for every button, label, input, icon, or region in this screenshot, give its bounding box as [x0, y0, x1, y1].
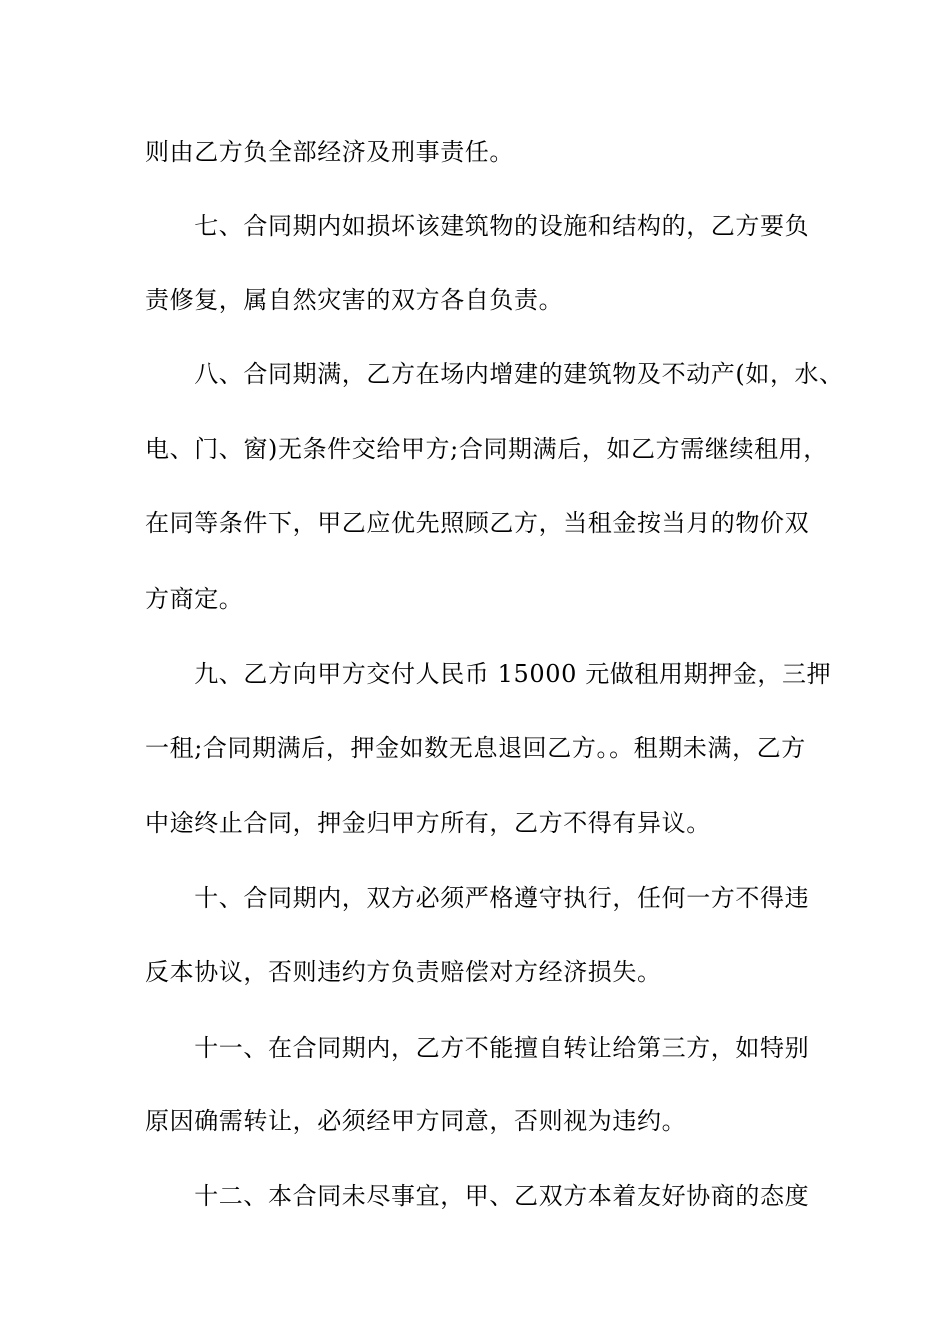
- text-line: 方商定。: [145, 585, 244, 613]
- text-line: 十二、本合同未尽事宜，甲、乙双方本着友好协商的态度: [145, 1182, 810, 1210]
- text-line: 责修复，属自然灾害的双方各自负责。: [145, 286, 564, 314]
- text-line: 七、合同期内如损坏该建筑物的设施和结构的，乙方要负: [145, 212, 810, 240]
- text-line: 则由乙方负全部经济及刑事责任。: [145, 138, 514, 166]
- text-line: 原因确需转让，必须经甲方同意，否则视为违约。: [145, 1107, 687, 1135]
- text-line: 十、合同期内，双方必须严格遵守执行，任何一方不得违: [145, 884, 810, 912]
- text-line: 反本协议，否则违约方负责赔偿对方经济损失。: [145, 958, 662, 986]
- text-line: 电、门、窗)无条件交给甲方;合同期满后，如乙方需继续租用，: [145, 435, 828, 463]
- text-line: 中途终止合同，押金归甲方所有，乙方不得有异议。: [145, 809, 711, 837]
- text-line: 十一、在合同期内，乙方不能擅自转让给第三方，如特别: [145, 1034, 810, 1062]
- text-line: 八、合同期满，乙方在场内增建的建筑物及不动产(如，水、: [145, 360, 844, 388]
- text-line: 九、乙方向甲方交付人民币 15000 元做租用期押金，三押: [145, 660, 832, 688]
- text-line: 在同等条件下，甲乙应优先照顾乙方，当租金按当月的物价双: [145, 509, 810, 537]
- text-line: 一租;合同期满后，押金如数无息退回乙方。。租期未满，乙方: [145, 734, 806, 762]
